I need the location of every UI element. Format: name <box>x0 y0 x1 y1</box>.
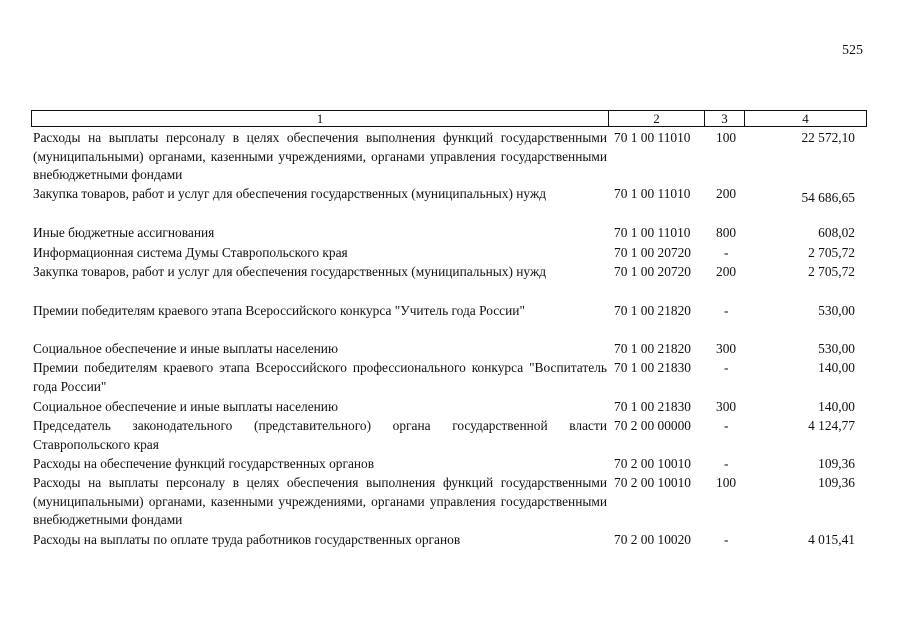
row-expense-type: - <box>724 532 729 547</box>
row-expense-type: - <box>724 456 729 471</box>
row-description: Расходы на обеспечение функций государственных органов <box>33 456 375 471</box>
header-col-2: 2 <box>609 111 705 126</box>
row-expense-type: 200 <box>716 264 737 279</box>
row-expense-type: - <box>724 360 729 375</box>
row-expense-type: - <box>724 303 729 318</box>
row-code: 70 1 00 11010 <box>614 130 691 145</box>
row-description: Социальное обеспечение и иные выплаты населению <box>33 399 338 414</box>
row-description: Социальное обеспечение и иные выплаты населению <box>33 341 338 356</box>
row-code: 70 1 00 20720 <box>614 264 691 279</box>
row-description: Иные бюджетные ассигнования <box>33 225 215 240</box>
row-code: 70 2 00 10010 <box>614 475 691 490</box>
row-code: 70 1 00 20720 <box>614 245 691 260</box>
header-col-1: 1 <box>32 111 609 126</box>
row-amount: 54 686,65 <box>801 190 855 205</box>
row-description: Расходы на выплаты персоналу в целях обеспечения выполнения функций государственными (муниципальными) органами, казенными учреждениями, органами управления государственными внебюджетными фондами <box>33 475 607 527</box>
row-description: Премии победителям краевого этапа Всероссийского конкурса "Учитель года России" <box>33 303 525 318</box>
row-amount: 140,00 <box>818 360 855 375</box>
row-code: 70 2 00 10020 <box>614 532 691 547</box>
row-amount: 2 705,72 <box>808 264 855 279</box>
row-amount: 109,36 <box>818 456 855 471</box>
row-amount: 109,36 <box>818 475 855 490</box>
row-description: Премии победителям краевого этапа Всероссийского профессионального конкурса "Воспитатель года России" <box>33 360 607 394</box>
row-code: 70 1 00 11010 <box>614 186 691 201</box>
header-col-3: 3 <box>705 111 745 126</box>
row-description: Закупка товаров, работ и услуг для обеспечения государственных (муниципальных) нужд <box>33 264 547 279</box>
row-description: Информационная система Думы Ставропольского края <box>33 245 348 260</box>
row-amount: 530,00 <box>818 341 855 356</box>
row-amount: 4 124,77 <box>808 418 855 433</box>
row-amount: 608,02 <box>818 225 855 240</box>
row-code: 70 1 00 21820 <box>614 341 691 356</box>
row-expense-type: 200 <box>716 186 737 201</box>
page-number: 525 <box>842 43 863 58</box>
row-code: 70 1 00 21820 <box>614 303 691 318</box>
row-amount: 140,00 <box>818 399 855 414</box>
row-amount: 2 705,72 <box>808 245 855 260</box>
row-amount: 530,00 <box>818 303 855 318</box>
row-code: 70 1 00 21830 <box>614 360 691 375</box>
row-expense-type: 100 <box>716 475 737 490</box>
row-code: 70 1 00 11010 <box>614 225 691 240</box>
row-amount: 4 015,41 <box>808 532 855 547</box>
row-description: Закупка товаров, работ и услуг для обеспечения государственных (муниципальных) нужд <box>33 186 547 201</box>
row-expense-type: 800 <box>716 225 737 240</box>
row-description: Расходы на выплаты по оплате труда работников государственных органов <box>33 532 461 547</box>
row-expense-type: 300 <box>716 341 737 356</box>
row-expense-type: - <box>724 245 729 260</box>
row-amount: 22 572,10 <box>801 130 855 145</box>
header-col-4: 4 <box>802 111 809 126</box>
row-code: 70 1 00 21830 <box>614 399 691 414</box>
row-expense-type: - <box>724 418 729 433</box>
row-description: Расходы на выплаты персоналу в целях обеспечения выполнения функций государственными (муниципальными) органами, казенными учреждениями, органами управления государственными внебюджетными фондами <box>33 130 607 182</box>
table-header <box>31 110 867 127</box>
row-expense-type: 300 <box>716 399 737 414</box>
row-expense-type: 100 <box>716 130 737 145</box>
row-description: Председатель законодательного (представительного) органа государственной власти Ставропольского края <box>33 418 607 452</box>
row-code: 70 2 00 00000 <box>614 418 691 433</box>
row-code: 70 2 00 10010 <box>614 456 691 471</box>
